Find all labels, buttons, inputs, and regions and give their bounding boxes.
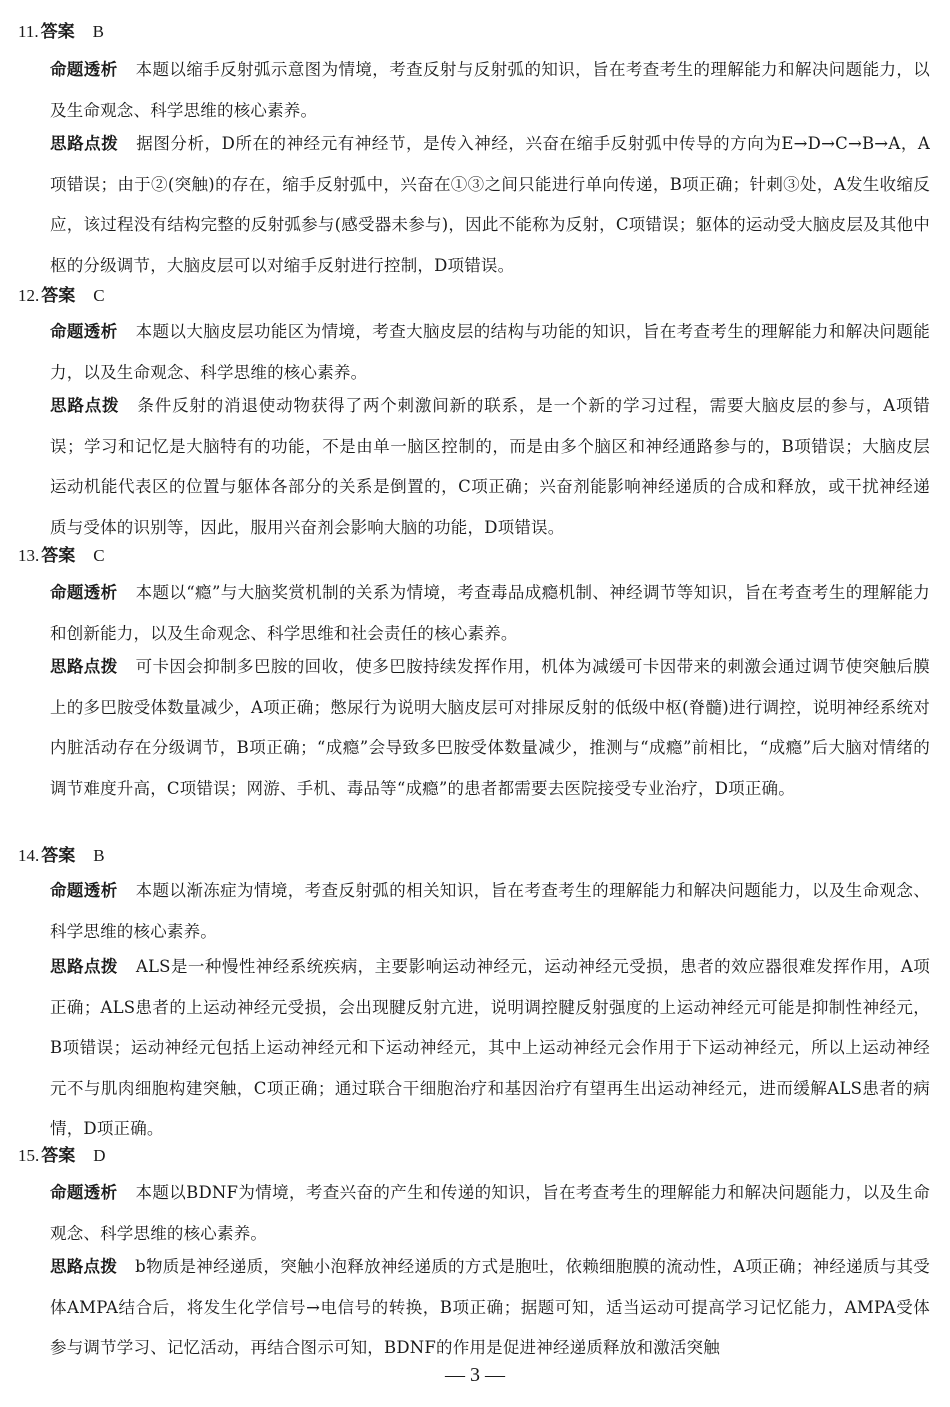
intent-text: 本题以缩手反射弧示意图为情境，考查反射与反射弧的知识，旨在考查考生的理解能力和解决问题能力，以及生命观念、科学思维的核心素养。 <box>50 60 930 120</box>
analysis-label: 思路点拨 <box>50 1257 118 1276</box>
question-number: 11. <box>18 22 39 41</box>
question-number: 12. <box>18 286 40 305</box>
q15-intent <box>50 1173 930 1254</box>
answer-label: 答案 <box>41 1146 76 1166</box>
question-number: 14. <box>18 846 40 865</box>
q14-header <box>18 845 105 867</box>
q14-intent <box>50 871 930 952</box>
analysis-label: 思路点拨 <box>50 396 120 415</box>
intent-label: 命题透析 <box>50 60 118 79</box>
q14-analysis <box>50 947 930 1150</box>
answer-label: 答案 <box>41 286 76 306</box>
answer-value: D <box>93 1146 106 1165</box>
q13-intent <box>50 573 930 654</box>
intent-label: 命题透析 <box>50 322 118 341</box>
answer-label: 答案 <box>40 22 75 42</box>
q15-header <box>18 1145 106 1167</box>
analysis-text: b物质是神经递质，突触小泡释放神经递质的方式是胞吐，依赖细胞膜的流动性，A项正确；神经递质与其受体AMPA结合后，将发生化学信号→电信号的转换，B项正确；据题可知，适当运动可提高学习记忆能力，AMPA受体参与调节学习、记忆活动，再结合图示可知，BDNF的作用是促进神经递质释放和激活突触 <box>50 1257 930 1357</box>
answer-value: B <box>93 846 105 865</box>
q11-intent <box>50 50 930 131</box>
q13-header <box>18 545 105 567</box>
analysis-label: 思路点拨 <box>50 657 118 676</box>
q15-analysis <box>50 1247 930 1369</box>
intent-text: 本题以BDNF为情境，考查兴奋的产生和传递的知识，旨在考查考生的理解能力和解决问题能力，以及生命观念、科学思维的核心素养。 <box>50 1183 930 1243</box>
q12-intent <box>50 312 930 393</box>
analysis-label: 思路点拨 <box>50 957 118 976</box>
intent-text: 本题以渐冻症为情境，考查反射弧的相关知识，旨在考查考生的理解能力和解决问题能力，以及生命观念、科学思维的核心素养。 <box>50 881 930 941</box>
analysis-text: 条件反射的消退使动物获得了两个刺激间新的联系，是一个新的学习过程，需要大脑皮层的参与，A项错误；学习和记忆是大脑特有的功能，不是由单一脑区控制的，而是由多个脑区和神经通路参与的，B项错误；大脑皮层运动机能代表区的位置与躯体各部分的关系是倒置的，C项正确；兴奋剂能影响神经递质的合成和释放，或干扰神经递质与受体的识别等，因此，服用兴奋剂会影响大脑的功能，D项错误。 <box>50 396 930 537</box>
page-number: — 3 — <box>445 1364 505 1386</box>
q11-header <box>18 21 104 43</box>
answer-value: B <box>92 22 104 41</box>
answer-value: C <box>93 286 105 305</box>
analysis-text: 可卡因会抑制多巴胺的回收，使多巴胺持续发挥作用，机体为减缓可卡因带来的刺激会通过调节使突触后膜上的多巴胺受体数量减少，A项正确；憋尿行为说明大脑皮层可对排尿反射的低级中枢(脊髓)进行调控，说明神经系统对内脏活动存在分级调节，B项正确；“成瘾”会导致多巴胺受体数量减少，推测与“成瘾”前相比，“成瘾”后大脑对情绪的调节难度升高，C项错误；网游、手机、毒品等“成瘾”的患者都需要去医院接受专业治疗，D项正确。 <box>50 657 930 798</box>
intent-label: 命题透析 <box>50 583 118 602</box>
q13-analysis <box>50 647 930 809</box>
question-number: 13. <box>18 546 40 565</box>
analysis-text: 据图分析，D所在的神经元有神经节，是传入神经，兴奋在缩手反射弧中传导的方向为E→D→C→B→A，A项错误；由于②(突触)的存在，缩手反射弧中，兴奋在①③之间只能进行单向传递，B项正确；针刺③处，A发生收缩反应，该过程没有结构完整的反射弧参与(感受器未参与)，因此不能称为反射，C项错误；躯体的运动受大脑皮层及其他中枢的分级调节，大脑皮层可以对缩手反射进行控制，D项错误。 <box>50 134 930 275</box>
intent-text: 本题以“瘾”与大脑奖赏机制的关系为情境，考查毒品成瘾机制、神经调节等知识，旨在考查考生的理解能力和创新能力，以及生命观念、科学思维和社会责任的核心素养。 <box>50 583 930 643</box>
answer-label: 答案 <box>41 546 76 566</box>
answer-label: 答案 <box>41 846 76 866</box>
analysis-text: ALS是一种慢性神经系统疾病，主要影响运动神经元，运动神经元受损，患者的效应器很难发挥作用，A项正确；ALS患者的上运动神经元受损，会出现腱反射亢进，说明调控腱反射强度的上运动神经元可能是抑制性神经元，B项错误；运动神经元包括上运动神经元和下运动神经元，其中上运动神经元会作用于下运动神经元，所以上运动神经元不与肌肉细胞构建突触，C项正确；通过联合干细胞治疗和基因治疗有望再生出运动神经元，进而缓解ALS患者的病情，D项正确。 <box>50 957 930 1138</box>
intent-label: 命题透析 <box>50 1183 118 1202</box>
q11-analysis <box>50 124 930 286</box>
question-number: 15. <box>18 1146 40 1165</box>
analysis-label: 思路点拨 <box>50 134 119 153</box>
q12-header <box>18 285 105 307</box>
answer-value: C <box>93 546 105 565</box>
q12-analysis <box>50 386 930 548</box>
intent-text: 本题以大脑皮层功能区为情境，考查大脑皮层的结构与功能的知识，旨在考查考生的理解能力和解决问题能力，以及生命观念、科学思维的核心素养。 <box>50 322 930 382</box>
intent-label: 命题透析 <box>50 881 118 900</box>
